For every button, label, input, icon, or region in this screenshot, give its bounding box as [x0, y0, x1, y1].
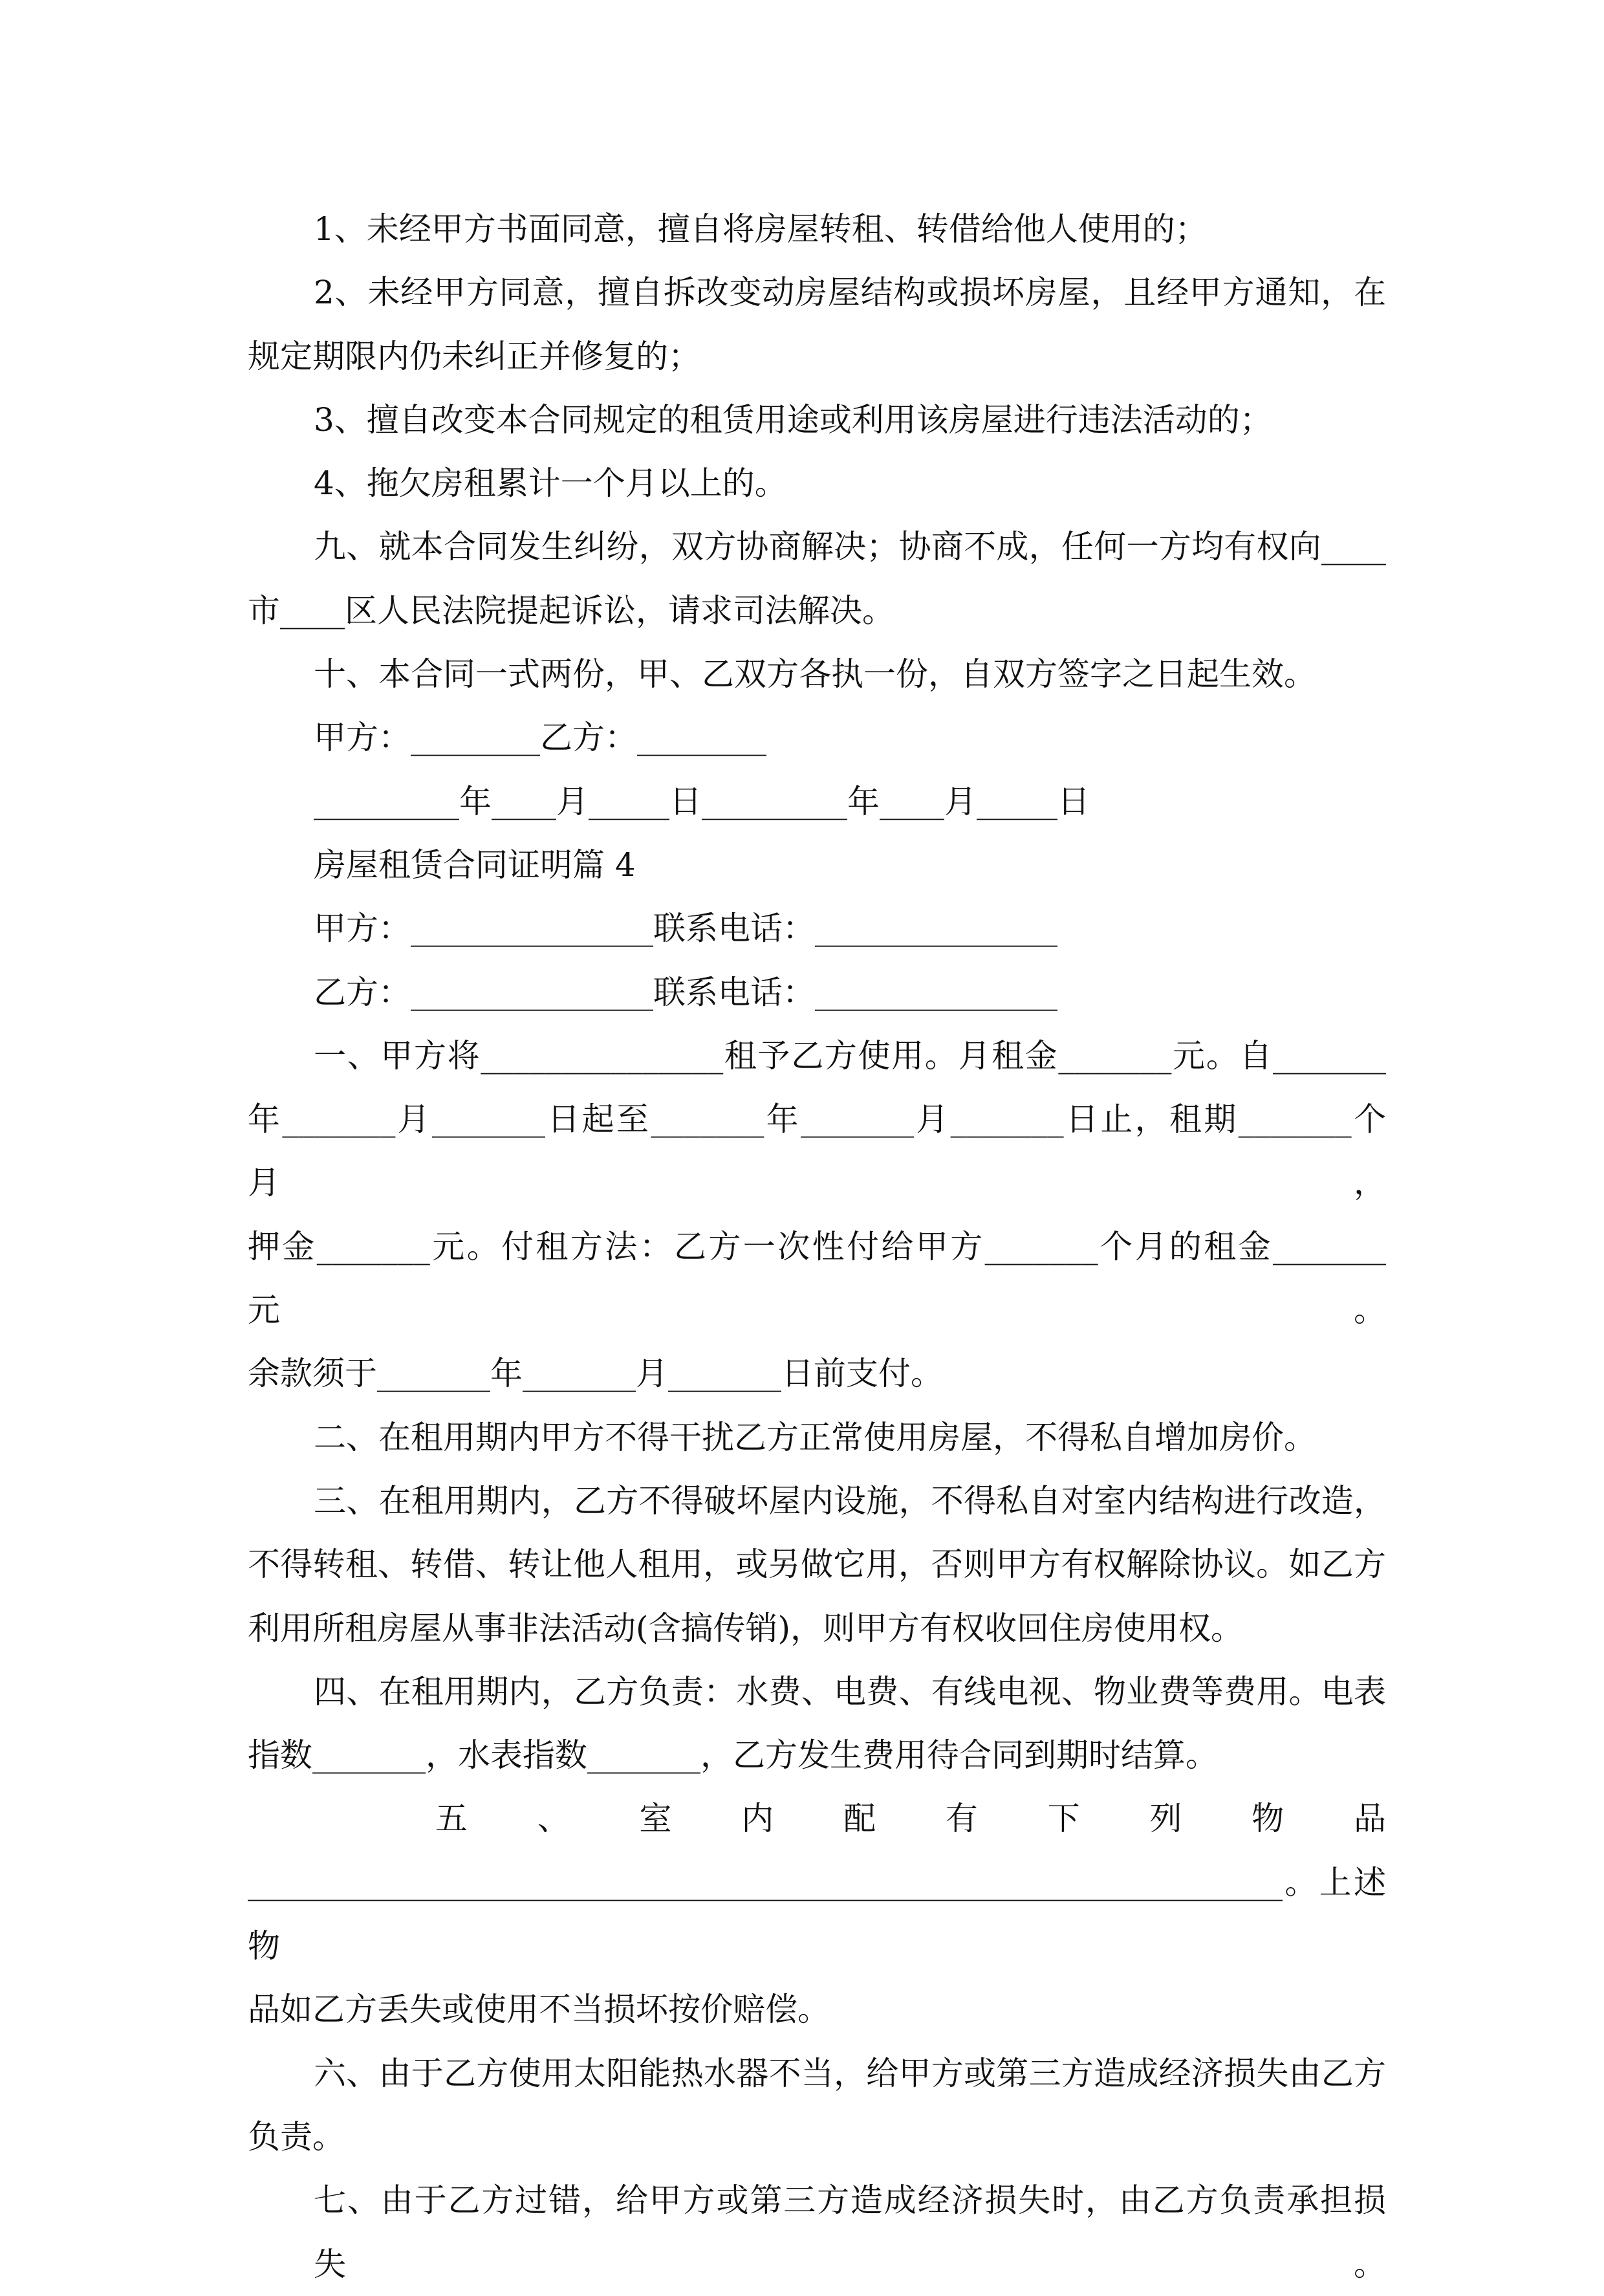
clause-line: 3、擅自改变本合同规定的租赁用途或利用该房屋进行违法活动的；: [314, 400, 1272, 439]
clause-line: 1、未经甲方书面同意，擅自将房屋转租、转借给他人使用的；: [314, 210, 1208, 248]
party-b-line: 乙方：_______________联系电话：_______________: [314, 973, 1057, 1011]
clause-line: 负责。: [248, 2117, 345, 2156]
clause-line: 四、在租用期内，乙方负责：水费、电费、有线电视、物业费等费用。电表: [314, 1672, 1386, 1711]
document-page: [248, 197, 1386, 2296]
clause-line: 2、未经甲方同意，擅自拆改变动房屋结构或损坏房屋，且经甲方通知，在: [314, 274, 1386, 312]
date-line: _________年____月_____日_________年____月_____日: [314, 782, 1090, 820]
party-a-line: 甲方：_______________联系电话：_______________: [314, 910, 1057, 948]
clause-line: 余款须于_______年_______月_______日前支付。: [248, 1355, 943, 1393]
clause-line: 六、由于乙方使用太阳能热水器不当，给甲方或第三方造成经济损失由乙方: [314, 2054, 1386, 2092]
clause-line: 4、拖欠房租累计一个月以上的。: [314, 465, 787, 503]
clause-line: 一、甲方将_______________租予乙方使用。月租金_______元。自_______: [314, 1036, 1386, 1075]
clause-line: 七、由于乙方过错，给甲方或第三方造成经济损失时，由乙方负责承担损失。: [314, 2181, 1386, 2283]
section-title: 房屋租赁合同证明篇 4: [314, 846, 636, 884]
clause-line: 九、就本合同发生纠纷，双方协商解决；协商不成，任何一方均有权向____: [314, 528, 1386, 566]
clause-line: 利用所租房屋从事非法活动(含搞传销)，则甲方有权收回住房使用权。: [248, 1609, 1244, 1647]
clause-line: 三、在租用期内，乙方不得破坏屋内设施，不得私自对室内结构进行改造，: [314, 1481, 1386, 1520]
clause-line: 规定期限内仍未纠正并修复的；: [248, 337, 700, 375]
clause-line: 五 、 室 内 配 有 下 列 物 品: [435, 1800, 1386, 1838]
clause-line: 十、本合同一式两份，甲、乙双方各执一份，自双方签字之日起生效。: [314, 655, 1316, 694]
clause-line: 市____区人民法院提起诉讼，请求司法解决。: [248, 591, 894, 629]
clause-line: 品如乙方丢失或使用不当损坏按价赔偿。: [248, 1991, 830, 2029]
clause-line: 不得转租、转借、转让他人租用，或另做它用，否则甲方有权解除协议。如乙方: [248, 1546, 1386, 1584]
clause-line: ________________________________________________________________。上述物: [248, 1863, 1386, 1965]
clause-line: 二、在租用期内甲方不得干扰乙方正常使用房屋，不得私自增加房价。: [314, 1418, 1316, 1456]
clause-line: 押金_______元。付租方法：乙方一次性付给甲方_______个月的租金_______元。: [248, 1227, 1386, 1329]
signature-line: 甲方：________乙方：________: [314, 719, 766, 757]
clause-line: 指数_______，水表指数_______，乙方发生费用待合同到期时结算。: [248, 1736, 1218, 1775]
clause-line: 年_______月_______日起至_______年_______月_______日止，租期_______个月，: [248, 1100, 1386, 1202]
